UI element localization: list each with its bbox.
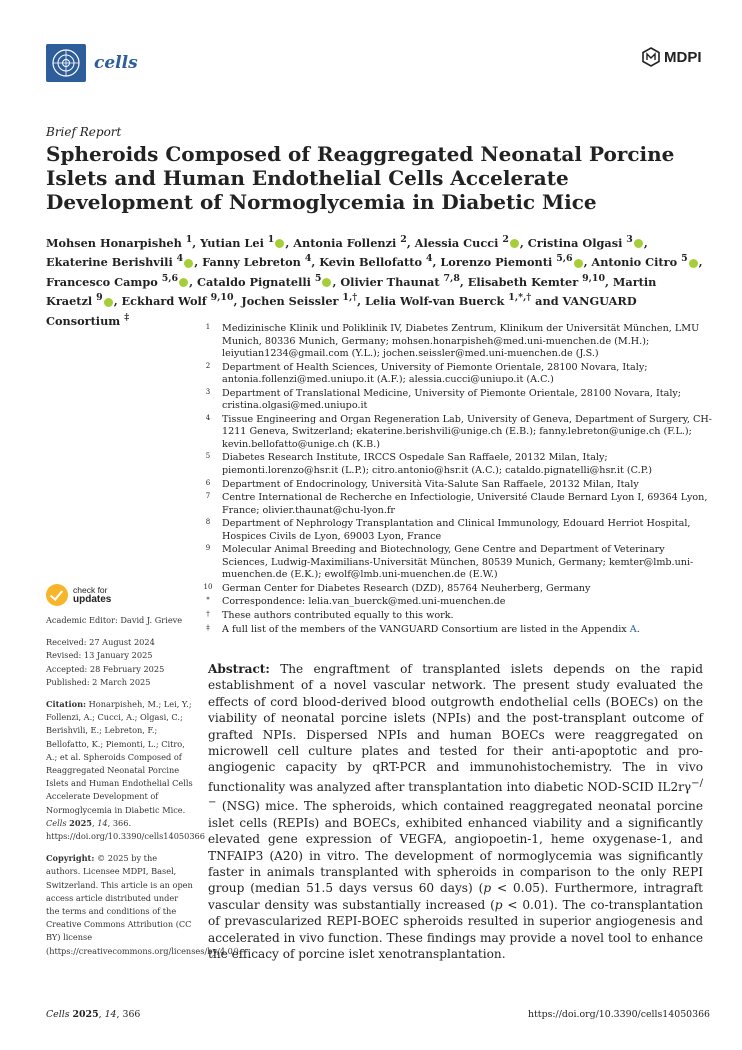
citation-journal: Cells	[46, 817, 67, 828]
affiliation-text: Diabetes Research Institute, IRCCS Ospedale San Raffaele, 20132 Milan, Italy; piemonti.lorenzo@hsr.it (L.P.); citro.antonio@hsr.it (A.C.); cataldo.pignatelli@hsr.it (C.P.)	[222, 452, 653, 477]
affiliation-marker: 7	[205, 492, 211, 501]
orcid-icon[interactable]	[510, 239, 519, 248]
footer-doi-link[interactable]: https://doi.org/10.3390/cells14050366	[528, 1009, 711, 1020]
journal-logo-icon	[46, 44, 86, 82]
affiliation-marker: 6	[205, 478, 211, 487]
affiliation-marker: ‡	[206, 623, 210, 632]
affiliation-text: Centre International de Recherche en Infectiologie, Université Claude Bernard Lyon I, 69364 Lyon, France; olivier.thaunat@chu-lyon.fr	[222, 492, 708, 516]
orcid-icon[interactable]	[634, 239, 643, 248]
article-type: Brief Report	[46, 125, 122, 139]
citation-block: Citation: Honarpisheh, M.; Lei, Y.; Follenzi, A.; Cucci, A.; Olgasi, C.; Berishvili, E.; Lebreton, F.; Bellofatto, K.; Piemonti, L.; Citro, A.; et al. Spheroids Composed of Reaggregated Neonatal Porcine Islets and Human Endothelial Cells Accelerate Development of Normoglycemia in Diabetic Mice. Cells 2025, 14, 366. https://doi.org/10.3390/cells14050366	[46, 699, 205, 842]
orcid-icon[interactable]	[574, 259, 583, 268]
affiliation-item	[205, 361, 713, 387]
affiliation-item	[203, 582, 713, 596]
abstract-text: The engraftment of transplanted islets depends on the rapid establishment of a novel vascular network. The present study evaluated the effects of cord blood-derived blood outgrowth endothelial cells (BOECs) on the viability of neonatal porcine islets (NPIs) and the post-transplant outcome of grafted NPIs. Dispersed NPIs and human BOECs were reaggregated on microwell cell culture plates and tested for their anti-apoptotic and pro-angiogenic capacity by qRT-PCR and immunohistochemistry. The in vivo functionality was analyzed after transplantation into diabetic NOD-SCID IL2rγ−/− (NSG) mice. The spheroids, which contained reaggregated neonatal porcine islet cells (REPIs) and BOECs, exhibited enhanced viability and a significantly elevated gene expression of VEGFA, angiopoetin-1, heme oxygenase-1, and TNFAIP3 (A20) in vitro. The development of normoglycemia was significantly faster in animals transplanted with spheroids in comparison to the only REPI group (median 51.5 days versus 60 days) (p < 0.05). Furthermore, intragraft vascular density was substantially increased (p < 0.01). The co-transplantation of prevascularized REPI-BOEC spheroids resulted in superior angiogenesis and accelerated in vivo function. These findings may provide a novel tool to enhance the efficacy of porcine islet xenotransplantation.	[208, 662, 703, 961]
footer-year: 2025	[72, 1009, 99, 1020]
publisher-logo[interactable]	[642, 47, 702, 67]
accepted-date: Accepted: 28 February 2025	[46, 663, 165, 674]
affiliation-marker: 8	[205, 518, 211, 527]
affiliation-item	[205, 452, 713, 477]
affiliation-item	[208, 624, 713, 637]
check-updates-line1: check for	[73, 585, 108, 595]
affiliation-item	[205, 544, 713, 582]
affiliation-marker: 5	[205, 452, 211, 461]
check-for-updates-badge[interactable]	[46, 584, 111, 606]
copyright-block	[46, 852, 242, 958]
orcid-icon[interactable]	[184, 259, 193, 268]
affiliation-text: Department of Endocrinology, Università Vita-Salute San Raffaele, 20132 Milan, Italy	[222, 478, 639, 490]
mdpi-hex-icon	[642, 47, 660, 67]
affiliation-marker: 3	[205, 387, 211, 396]
affiliation-marker: †	[206, 610, 210, 619]
footer-page: , 366	[116, 1009, 141, 1020]
affiliation-marker: 2	[205, 361, 211, 370]
affiliation-item	[205, 387, 713, 413]
affiliation-text: Tissue Engineering and Organ Regeneration Lab, University of Geneva, Department of Surgery, CH-1211 Geneva, Switzerland; ekaterine.berishvili@unige.ch (E.B.); fanny.lebreton@unige.ch (F.L.); kevin.bellofatto@unige.ch (K.B.)	[222, 413, 712, 450]
citation-page: , 366.	[107, 817, 132, 828]
affiliation-text: Department of Health Sciences, University of Piemonte Orientale, 28100 Novara, Italy; antonia.follenzi@med.uniupo.it (A.F.); alessia.cucci@uniupo.it (A.C.)	[222, 361, 648, 386]
citation-text: Honarpisheh, M.; Lei, Y.; Follenzi, A.; Cucci, A.; Olgasi, C.; Berishvili, E.; Lebreton, F.; Bellofatto, K.; Piemonti, L.; Citro, A.; et al. Spheroids Composed of Reaggregated Neonatal Porcine Islets and Human Endothelial Cells Accelerate Development of Normoglycemia in Diabetic Mice.	[46, 699, 193, 815]
affiliation-item	[208, 596, 713, 609]
orcid-icon[interactable]	[689, 259, 698, 268]
affiliation-item	[205, 478, 713, 492]
received-date: Received: 27 August 2024	[46, 637, 155, 648]
orcid-icon[interactable]	[179, 278, 188, 287]
citation-label: Citation:	[46, 699, 87, 710]
affiliation-text: A full list of the members of the VANGUARD Consortium are listed in the Appendix A.	[222, 623, 640, 635]
affiliation-marker: 9	[205, 544, 211, 553]
orcid-icon[interactable]	[322, 278, 331, 287]
copyright-label: Copyright:	[46, 853, 95, 864]
affiliation-item	[205, 323, 713, 361]
affiliation-text: Molecular Animal Breeding and Biotechnology, Gene Centre and Department of Veterinary Sciences, Ludwig-Maximilians-Universität München, 80539 Munich, Germany; kemter@lmb.uni-muenchen.de (E.K.); ewolf@lmb.uni-muenchen.de (E.W.)	[222, 544, 694, 581]
footer-volume: 14	[104, 1009, 117, 1020]
article-title: Spheroids Composed of Reaggregated Neonatal Porcine Islets and Human Endothelial Cells Accelerate Development of Normoglycemia in Diabetic Mice	[46, 142, 675, 214]
affiliation-text: Department of Nephrology Transplantation and Clinical Immunology, Edouard Herriot Hospital, Hospices Civils de Lyon, 69003 Lyon, France	[222, 518, 691, 542]
affiliation-item	[205, 492, 713, 517]
citation-year: 2025	[69, 817, 92, 828]
affiliation-marker: 1	[205, 323, 211, 331]
affiliation-text: German Center for Diabetes Research (DZD), 85764 Neuherberg, Germany	[222, 582, 591, 594]
check-updates-line2: updates	[73, 594, 112, 605]
orcid-icon[interactable]	[275, 239, 284, 248]
footer-citation: Cells 2025, 14, 366	[46, 1009, 141, 1020]
journal-name[interactable]: cells	[94, 53, 138, 73]
affiliation-item	[208, 610, 713, 623]
affiliation-text: These authors contributed equally to this work.	[222, 610, 454, 622]
abstract	[208, 661, 703, 962]
publisher-name: MDPI	[664, 48, 702, 66]
affiliation-text: Correspondence: lelia.van_buerck@med.uni-muenchen.de	[222, 596, 506, 608]
published-date: Published: 2 March 2025	[46, 676, 151, 687]
copyright-text: © 2025 by the authors. Licensee MDPI, Basel, Switzerland. This article is an open access article distributed under the terms and conditions of the Creative Commons Attribution (CC BY) license (https://creativecommons.org/licenses/by/4.0/).	[46, 853, 242, 956]
affiliation-text: Department of Translational Medicine, University of Piemonte Orientale, 28100 Novara, Italy; cristina.olgasi@med.uniupo.it	[222, 387, 682, 412]
abstract-label: Abstract:	[208, 662, 270, 676]
affiliation-marker: 4	[205, 413, 211, 422]
citation-volume: 14	[97, 817, 108, 828]
citation-doi[interactable]: https://doi.org/10.3390/cells14050366	[46, 831, 205, 842]
footer-journal: Cells	[46, 1009, 70, 1020]
academic-editor: Academic Editor: David J. Grieve	[46, 615, 183, 625]
affiliation-marker: *	[206, 596, 210, 605]
check-updates-icon	[46, 584, 68, 606]
appendix-link[interactable]: A	[629, 623, 637, 635]
affiliation-text: Medizinische Klinik und Poliklinik IV, Diabetes Zentrum, Klinikum der Universität München, LMU Munich, 80336 Munich, Germany; mohsen.honarpisheh@med.uni-muenchen.de (M.H.); leiyutian1234@gmail.com (Y.L.); jochen.seissler@med.uni-muenchen.de (J.S.)	[222, 323, 700, 360]
revised-date: Revised: 13 January 2025	[46, 650, 153, 661]
affiliation-item	[205, 518, 713, 543]
affiliations-list	[203, 323, 713, 637]
orcid-icon[interactable]	[104, 298, 113, 307]
affiliation-marker: 10	[203, 582, 213, 591]
author-list: Mohsen Honarpisheh $^1$, Yutian Lei $^1$ , Antonia Follenzi $^2$, Alessia Cucci $^2$ , Cristina Olgasi $^3$ , Ekaterine Berishvili $^4$ , Fanny Lebreton $^4$, Kevin Bellofatto $^4$, Lorenzo Piemonti $^{5,6}$ , Antonio Citro $^5$ , Francesco Campo $^{5,6}$ , Cataldo Pignatelli $^5$ , Olivier Thaunat $^{7,8}$, Elisabeth Kemter $^{9,10}$, Martin Kraetzl $^9$ , Eckhard Wolf $^{9,10}$, Jochen Seissler $^{1,\dagger}$, Lelia Wolf-van Buerck $^{1,*,\dagger}$ and VANGUARD Consortium ‡	[46, 234, 703, 328]
affiliation-item	[205, 413, 713, 452]
